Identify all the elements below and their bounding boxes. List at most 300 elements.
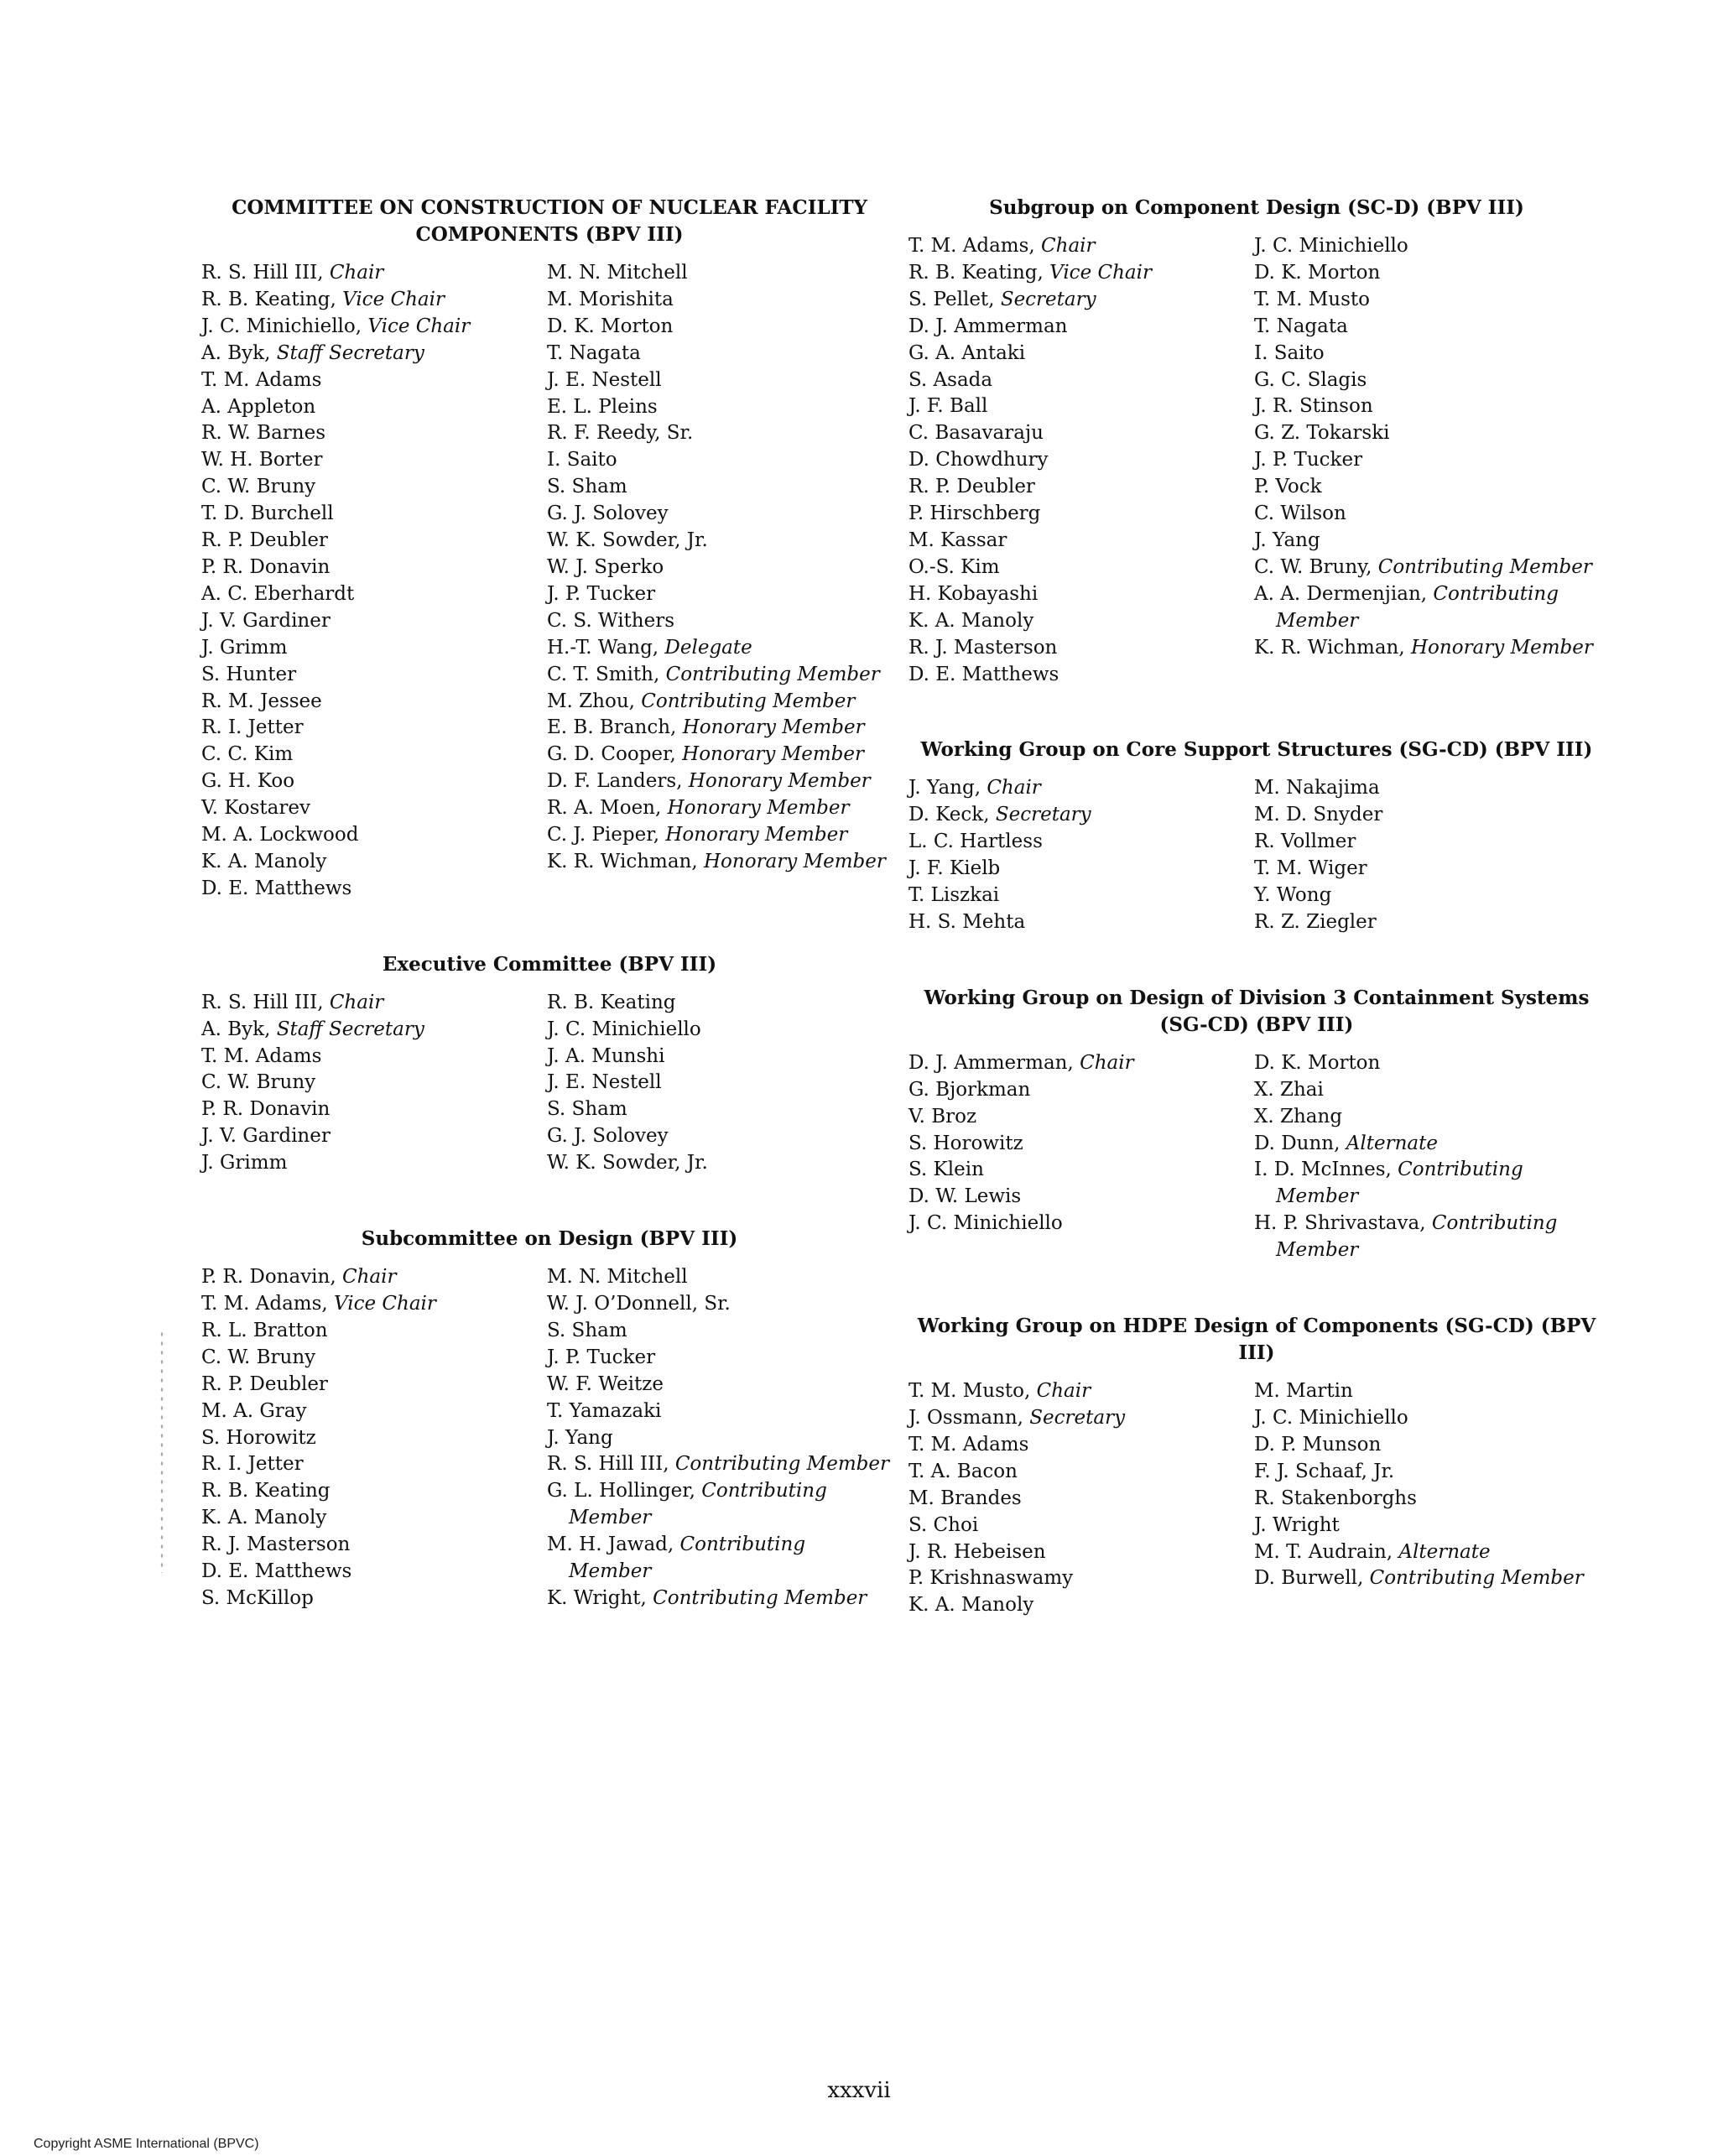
- member-entry: [201, 474, 547, 501]
- member-entry: [547, 742, 893, 768]
- member-entry: [1254, 829, 1600, 856]
- member-name: G. Bjorkman: [908, 1078, 1031, 1101]
- member-entry: [1254, 1077, 1600, 1104]
- member-entry: [908, 775, 1254, 802]
- member-column: [201, 990, 547, 1177]
- member-name: J. E. Nestell: [547, 368, 662, 391]
- member-list: [201, 990, 898, 1177]
- member-name: J. Yang: [1254, 529, 1320, 551]
- member-entry: [201, 795, 547, 822]
- member-name: J. C. Minichiello: [547, 1018, 701, 1040]
- member-entry: [547, 1070, 893, 1096]
- member-column: [908, 775, 1254, 935]
- member-entry: [201, 876, 547, 903]
- member-name: J. A. Munshi: [547, 1044, 665, 1067]
- member-name: W. J. O’Donnell, Sr.: [547, 1293, 731, 1315]
- member-name: G. L. Hollinger,: [547, 1480, 695, 1502]
- member-entry: [908, 1432, 1254, 1459]
- member-entry: [1254, 1565, 1600, 1592]
- member-name: J. Grimm: [201, 636, 288, 659]
- member-name: D. J. Ammerman,: [908, 1051, 1074, 1074]
- member-name: D. E. Matthews: [908, 663, 1059, 685]
- member-entry: [547, 635, 893, 662]
- member-entry: [201, 1345, 547, 1372]
- member-name: D. J. Ammerman: [908, 315, 1068, 337]
- member-name: C. T. Smith,: [547, 663, 660, 685]
- member-name: T. M. Adams: [908, 1433, 1029, 1456]
- member-name: K. A. Manoly: [908, 1594, 1034, 1617]
- member-role: Vice Chair: [367, 315, 471, 337]
- member-name: P. Krishnaswamy: [908, 1567, 1074, 1590]
- member-name: M. Nakajima: [1254, 777, 1380, 799]
- member-role: Contributing Member: [674, 1453, 889, 1476]
- member-name: C. W. Bruny: [201, 1071, 316, 1094]
- member-entry: [908, 287, 1254, 314]
- member-name: T. Nagata: [547, 341, 641, 364]
- member-name: G. J. Solovey: [547, 503, 669, 525]
- member-name: R. B. Keating: [547, 991, 676, 1013]
- member-name: S. Hunter: [201, 663, 297, 685]
- member-name: J. V. Gardiner: [201, 609, 331, 632]
- member-name: R. B. Keating: [201, 1480, 331, 1502]
- member-entry: [908, 420, 1254, 447]
- member-entry: [201, 314, 547, 341]
- member-role: Secretary: [995, 804, 1091, 826]
- member-role: Vice Chair: [342, 288, 445, 310]
- member-name: P. R. Donavin: [201, 555, 331, 578]
- member-name: R. Vollmer: [1254, 831, 1356, 853]
- member-name: J. Yang: [547, 1426, 613, 1449]
- member-entry: [1254, 260, 1600, 287]
- member-entry: [547, 581, 893, 608]
- copyright-notice: Copyright ASME International (BPVC): [34, 2137, 259, 2151]
- member-entry: [1254, 1157, 1600, 1211]
- member-name: T. M. Musto: [1254, 288, 1371, 310]
- member-entry: [201, 1096, 547, 1123]
- member-role: Chair: [329, 262, 384, 284]
- member-entry: [201, 501, 547, 528]
- member-name: R. I. Jetter: [201, 716, 304, 739]
- member-name: P. R. Donavin,: [201, 1266, 336, 1289]
- member-name: J. P. Tucker: [1254, 449, 1363, 471]
- member-name: C. J. Pieper,: [547, 824, 660, 846]
- member-entry: [547, 662, 893, 689]
- member-entry: [547, 1425, 893, 1452]
- member-entry: [1254, 314, 1600, 341]
- member-entry: [547, 501, 893, 528]
- member-entry: [201, 420, 547, 447]
- member-name: R. P. Deubler: [201, 529, 328, 552]
- member-name: R. B. Keating,: [908, 261, 1044, 284]
- member-entry: [201, 367, 547, 394]
- member-entry: [908, 581, 1254, 608]
- member-column: [1254, 1050, 1600, 1264]
- member-name: S. Sham: [547, 1098, 627, 1121]
- member-name: D. P. Munson: [1254, 1433, 1382, 1456]
- member-name: M. Kassar: [908, 529, 1007, 551]
- member-name: J. R. Hebeisen: [908, 1540, 1046, 1563]
- member-name: J. F. Kielb: [908, 857, 1001, 880]
- member-role: Staff Secretary: [276, 1018, 424, 1040]
- member-name: A. Appleton: [201, 395, 316, 418]
- member-role: Chair: [987, 777, 1041, 799]
- member-entry: [908, 1405, 1254, 1432]
- member-entry: [201, 1559, 547, 1586]
- member-name: T. Nagata: [1254, 315, 1348, 337]
- member-name: M. Martin: [1254, 1380, 1353, 1403]
- committee-section: [908, 195, 1605, 688]
- member-entry: [908, 1486, 1254, 1513]
- member-column: [1254, 1378, 1600, 1619]
- member-name: J. C. Minichiello: [1254, 1407, 1408, 1429]
- member-role: Honorary Member: [665, 824, 848, 846]
- committee-section: [201, 951, 898, 1177]
- member-entry: [547, 715, 893, 742]
- member-column: [547, 1264, 893, 1612]
- member-role: Contributing Member: [569, 1480, 827, 1529]
- member-name: K. R. Wichman,: [1254, 636, 1405, 659]
- member-name: J. P. Tucker: [547, 582, 656, 605]
- member-name: W. J. Sperko: [547, 555, 664, 578]
- member-entry: [1254, 1405, 1600, 1432]
- member-name: R. S. Hill III,: [201, 991, 324, 1013]
- member-role: Contributing Member: [653, 1586, 867, 1609]
- member-list: [908, 1378, 1605, 1619]
- member-name: P. Hirschberg: [908, 503, 1041, 525]
- member-role: Honorary Member: [667, 797, 850, 820]
- member-entry: [1254, 581, 1600, 635]
- member-role: Chair: [1080, 1051, 1134, 1074]
- member-entry: [908, 1077, 1254, 1104]
- member-entry: [201, 1451, 547, 1478]
- member-entry: [908, 1050, 1254, 1077]
- member-name: P. R. Donavin: [201, 1098, 331, 1121]
- member-entry: [1254, 1459, 1600, 1486]
- member-entry: [547, 528, 893, 555]
- member-entry: [201, 608, 547, 635]
- member-name: R. P. Deubler: [908, 476, 1035, 498]
- member-entry: [908, 233, 1254, 260]
- member-entry: [201, 447, 547, 474]
- member-entry: [547, 849, 893, 876]
- member-name: D. E. Matthews: [201, 877, 352, 899]
- member-entry: [1254, 501, 1600, 528]
- member-name: S. Choi: [908, 1513, 979, 1536]
- member-name: G. H. Koo: [201, 770, 295, 793]
- member-entry: [201, 287, 547, 314]
- member-name: C. W. Bruny: [201, 1346, 316, 1368]
- member-entry: [1254, 909, 1600, 936]
- member-name: R. F. Reedy, Sr.: [547, 422, 694, 445]
- member-role: Secretary: [1000, 288, 1096, 310]
- member-entry: [1254, 1513, 1600, 1539]
- member-name: F. J. Schaaf, Jr.: [1254, 1460, 1395, 1482]
- member-role: Contributing Member: [641, 690, 856, 712]
- member-name: S. Pellet,: [908, 288, 995, 310]
- member-entry: [201, 662, 547, 689]
- member-entry: [1254, 1432, 1600, 1459]
- member-name: H. P. Shrivastava,: [1254, 1212, 1426, 1235]
- member-name: M. N. Mitchell: [547, 262, 688, 284]
- member-entry: [908, 501, 1254, 528]
- member-entry: [1254, 393, 1600, 420]
- member-entry: [1254, 1131, 1600, 1158]
- member-column: [547, 990, 893, 1177]
- member-name: G. Z. Tokarski: [1254, 422, 1390, 445]
- member-entry: [201, 1398, 547, 1425]
- member-name: J. R. Stinson: [1254, 395, 1373, 418]
- committee-section: [908, 985, 1605, 1264]
- member-name: D. E. Matthews: [201, 1560, 352, 1583]
- member-entry: [908, 528, 1254, 555]
- member-entry: [1254, 883, 1600, 909]
- member-entry: [908, 1565, 1254, 1592]
- member-role: Staff Secretary: [276, 341, 424, 364]
- member-entry: [1254, 420, 1600, 447]
- member-name: M. Zhou,: [547, 690, 635, 712]
- member-entry: [547, 608, 893, 635]
- member-entry: [201, 260, 547, 287]
- member-name: J. E. Nestell: [547, 1071, 662, 1094]
- member-name: D. Keck,: [908, 804, 990, 826]
- member-role: Chair: [1041, 235, 1096, 257]
- member-list: [201, 260, 898, 903]
- member-entry: [908, 555, 1254, 581]
- member-entry: [201, 689, 547, 716]
- member-name: C. W. Bruny,: [1254, 555, 1372, 578]
- member-entry: [201, 1505, 547, 1532]
- member-name: D. F. Landers,: [547, 770, 683, 793]
- member-column: [1254, 775, 1600, 935]
- member-entry: [1254, 474, 1600, 501]
- member-name: M. A. Lockwood: [201, 824, 359, 846]
- member-role: Contributing Member: [1276, 1159, 1523, 1208]
- member-name: O.-S. Kim: [908, 555, 1000, 578]
- member-entry: [908, 260, 1254, 287]
- member-role: Honorary Member: [682, 743, 865, 766]
- member-entry: [1254, 1211, 1600, 1264]
- member-name: T. Liszkai: [908, 884, 1000, 907]
- member-name: J. F. Ball: [908, 395, 988, 418]
- member-name: T. M. Adams: [201, 1044, 322, 1067]
- section-title: COMMITTEE ON CONSTRUCTION OF NUCLEAR FACILITY COMPONENTS (BPV III): [232, 196, 867, 246]
- member-name: M. A. Gray: [201, 1399, 307, 1422]
- member-column: [908, 233, 1254, 688]
- member-entry: [547, 1123, 893, 1150]
- committee-section: [201, 195, 898, 903]
- member-entry: [908, 1459, 1254, 1486]
- member-entry: [547, 1451, 893, 1478]
- member-name: S. Sham: [547, 476, 627, 498]
- member-name: C. Wilson: [1254, 503, 1346, 525]
- member-name: K. A. Manoly: [201, 850, 327, 872]
- member-entry: [201, 1532, 547, 1559]
- member-name: R. S. Hill III,: [547, 1453, 669, 1476]
- member-list: [908, 233, 1605, 688]
- member-name: M. D. Snyder: [1254, 804, 1383, 826]
- member-entry: [547, 287, 893, 314]
- member-role: Contributing Member: [665, 663, 880, 685]
- member-column: [547, 260, 893, 903]
- member-name: H.-T. Wang,: [547, 636, 659, 659]
- member-role: Alternate: [1346, 1132, 1438, 1154]
- member-entry: [547, 1372, 893, 1398]
- member-role: Vice Chair: [1049, 261, 1152, 284]
- member-entry: [547, 822, 893, 849]
- member-name: D. Burwell,: [1254, 1567, 1364, 1590]
- member-name: T. A. Bacon: [908, 1460, 1018, 1482]
- member-entry: [1254, 555, 1600, 581]
- member-entry: [201, 394, 547, 421]
- member-name: Y. Wong: [1254, 884, 1332, 907]
- member-name: A. Byk,: [201, 1018, 271, 1040]
- member-entry: [201, 1425, 547, 1452]
- member-entry: [908, 341, 1254, 367]
- member-entry: [908, 1104, 1254, 1131]
- member-entry: [547, 768, 893, 795]
- member-name: T. M. Musto,: [908, 1380, 1031, 1403]
- member-name: S. McKillop: [201, 1586, 314, 1609]
- member-name: V. Kostarev: [201, 797, 310, 820]
- member-entry: [908, 1157, 1254, 1184]
- member-name: R. W. Barnes: [201, 422, 326, 445]
- member-role: Honorary Member: [682, 716, 865, 739]
- member-entry: [201, 1372, 547, 1398]
- member-entry: [547, 341, 893, 367]
- member-name: J. Yang,: [908, 777, 981, 799]
- member-entry: [201, 849, 547, 876]
- member-entry: [201, 1123, 547, 1150]
- member-name: I. Saito: [1254, 341, 1325, 364]
- member-entry: [908, 1184, 1254, 1211]
- member-entry: [908, 662, 1254, 689]
- member-column: [201, 260, 547, 903]
- member-column: [201, 1264, 547, 1612]
- member-name: W. F. Weitze: [547, 1372, 664, 1395]
- member-name: A. A. Dermenjian,: [1254, 582, 1428, 605]
- member-entry: [908, 635, 1254, 662]
- member-entry: [1254, 1050, 1600, 1077]
- member-entry: [201, 1478, 547, 1505]
- member-role: Honorary Member: [688, 770, 871, 793]
- member-name: J. Grimm: [201, 1152, 288, 1174]
- member-entry: [201, 528, 547, 555]
- member-name: I. Saito: [547, 449, 617, 471]
- section-title: Subgroup on Component Design (SC-D) (BPV III): [989, 196, 1524, 219]
- member-entry: [547, 1044, 893, 1070]
- member-entry: [908, 909, 1254, 936]
- member-entry: [201, 1070, 547, 1096]
- member-entry: [908, 1592, 1254, 1619]
- member-entry: [201, 1586, 547, 1612]
- member-entry: [1254, 775, 1600, 802]
- member-name: R. J. Masterson: [201, 1534, 351, 1556]
- member-name: J. Ossmann,: [908, 1407, 1023, 1429]
- member-role: Contributing Member: [1369, 1567, 1584, 1590]
- member-name: D. K. Morton: [547, 315, 674, 337]
- member-entry: [908, 1513, 1254, 1539]
- member-name: W. K. Sowder, Jr.: [547, 529, 708, 552]
- member-name: J. C. Minichiello: [1254, 235, 1408, 257]
- member-name: R. S. Hill III,: [201, 262, 324, 284]
- member-name: R. B. Keating,: [201, 288, 336, 310]
- member-entry: [1254, 1378, 1600, 1405]
- left-column: [201, 195, 898, 1661]
- member-name: R. L. Bratton: [201, 1319, 328, 1341]
- member-column: [908, 1378, 1254, 1619]
- member-entry: [201, 1264, 547, 1291]
- member-name: K. Wright,: [547, 1586, 647, 1609]
- member-entry: [201, 555, 547, 581]
- member-role: Secretary: [1029, 1407, 1126, 1429]
- member-entry: [547, 1264, 893, 1291]
- member-name: R. M. Jessee: [201, 690, 322, 712]
- member-entry: [547, 1345, 893, 1372]
- member-entry: [201, 341, 547, 367]
- member-entry: [547, 367, 893, 394]
- member-name: J. P. Tucker: [547, 1346, 656, 1368]
- member-name: I. D. McInnes,: [1254, 1159, 1392, 1181]
- member-name: E. L. Pleins: [547, 395, 658, 418]
- member-name: G. A. Antaki: [908, 341, 1026, 364]
- member-name: W. H. Borter: [201, 449, 323, 471]
- member-name: G. C. Slagis: [1254, 368, 1367, 391]
- member-role: Contributing Member: [569, 1534, 806, 1583]
- member-entry: [547, 394, 893, 421]
- member-entry: [201, 822, 547, 849]
- section-title: Executive Committee (BPV III): [382, 952, 717, 976]
- member-entry: [547, 555, 893, 581]
- committee-section: [908, 1313, 1605, 1619]
- member-entry: [201, 1291, 547, 1318]
- member-name: T. D. Burchell: [201, 503, 334, 525]
- member-entry: [201, 1150, 547, 1177]
- member-name: R. P. Deubler: [201, 1372, 328, 1395]
- member-name: M. T. Audrain,: [1254, 1540, 1393, 1563]
- member-name: D. K. Morton: [1254, 261, 1381, 284]
- member-role: Chair: [341, 1266, 397, 1289]
- member-name: M. N. Mitchell: [547, 1266, 688, 1289]
- member-entry: [908, 1131, 1254, 1158]
- member-entry: [908, 608, 1254, 635]
- member-entry: [547, 1291, 893, 1318]
- member-list: [908, 775, 1605, 935]
- member-role: Contributing Member: [1276, 582, 1559, 632]
- member-entry: [908, 1539, 1254, 1566]
- member-role: Chair: [329, 991, 384, 1013]
- member-name: D. K. Morton: [1254, 1051, 1381, 1074]
- member-role: Alternate: [1398, 1540, 1491, 1563]
- member-name: S. Asada: [908, 368, 993, 391]
- member-entry: [201, 715, 547, 742]
- member-name: J. Wright: [1254, 1513, 1340, 1536]
- member-entry: [201, 581, 547, 608]
- section-title: Working Group on HDPE Design of Components (SG-CD) (BPV III): [917, 1315, 1596, 1365]
- member-name: T. M. Adams,: [908, 235, 1035, 257]
- member-role: Delegate: [664, 636, 752, 659]
- member-name: S. Sham: [547, 1319, 627, 1341]
- member-entry: [1254, 367, 1600, 394]
- member-entry: [908, 856, 1254, 883]
- member-name: G. D. Cooper,: [547, 743, 676, 766]
- member-name: C. W. Bruny: [201, 476, 316, 498]
- member-list: [201, 1264, 898, 1612]
- member-entry: [547, 474, 893, 501]
- member-name: C. S. Withers: [547, 609, 675, 632]
- member-name: T. M. Adams: [201, 368, 322, 391]
- member-name: A. C. Eberhardt: [201, 582, 355, 605]
- member-entry: [547, 420, 893, 447]
